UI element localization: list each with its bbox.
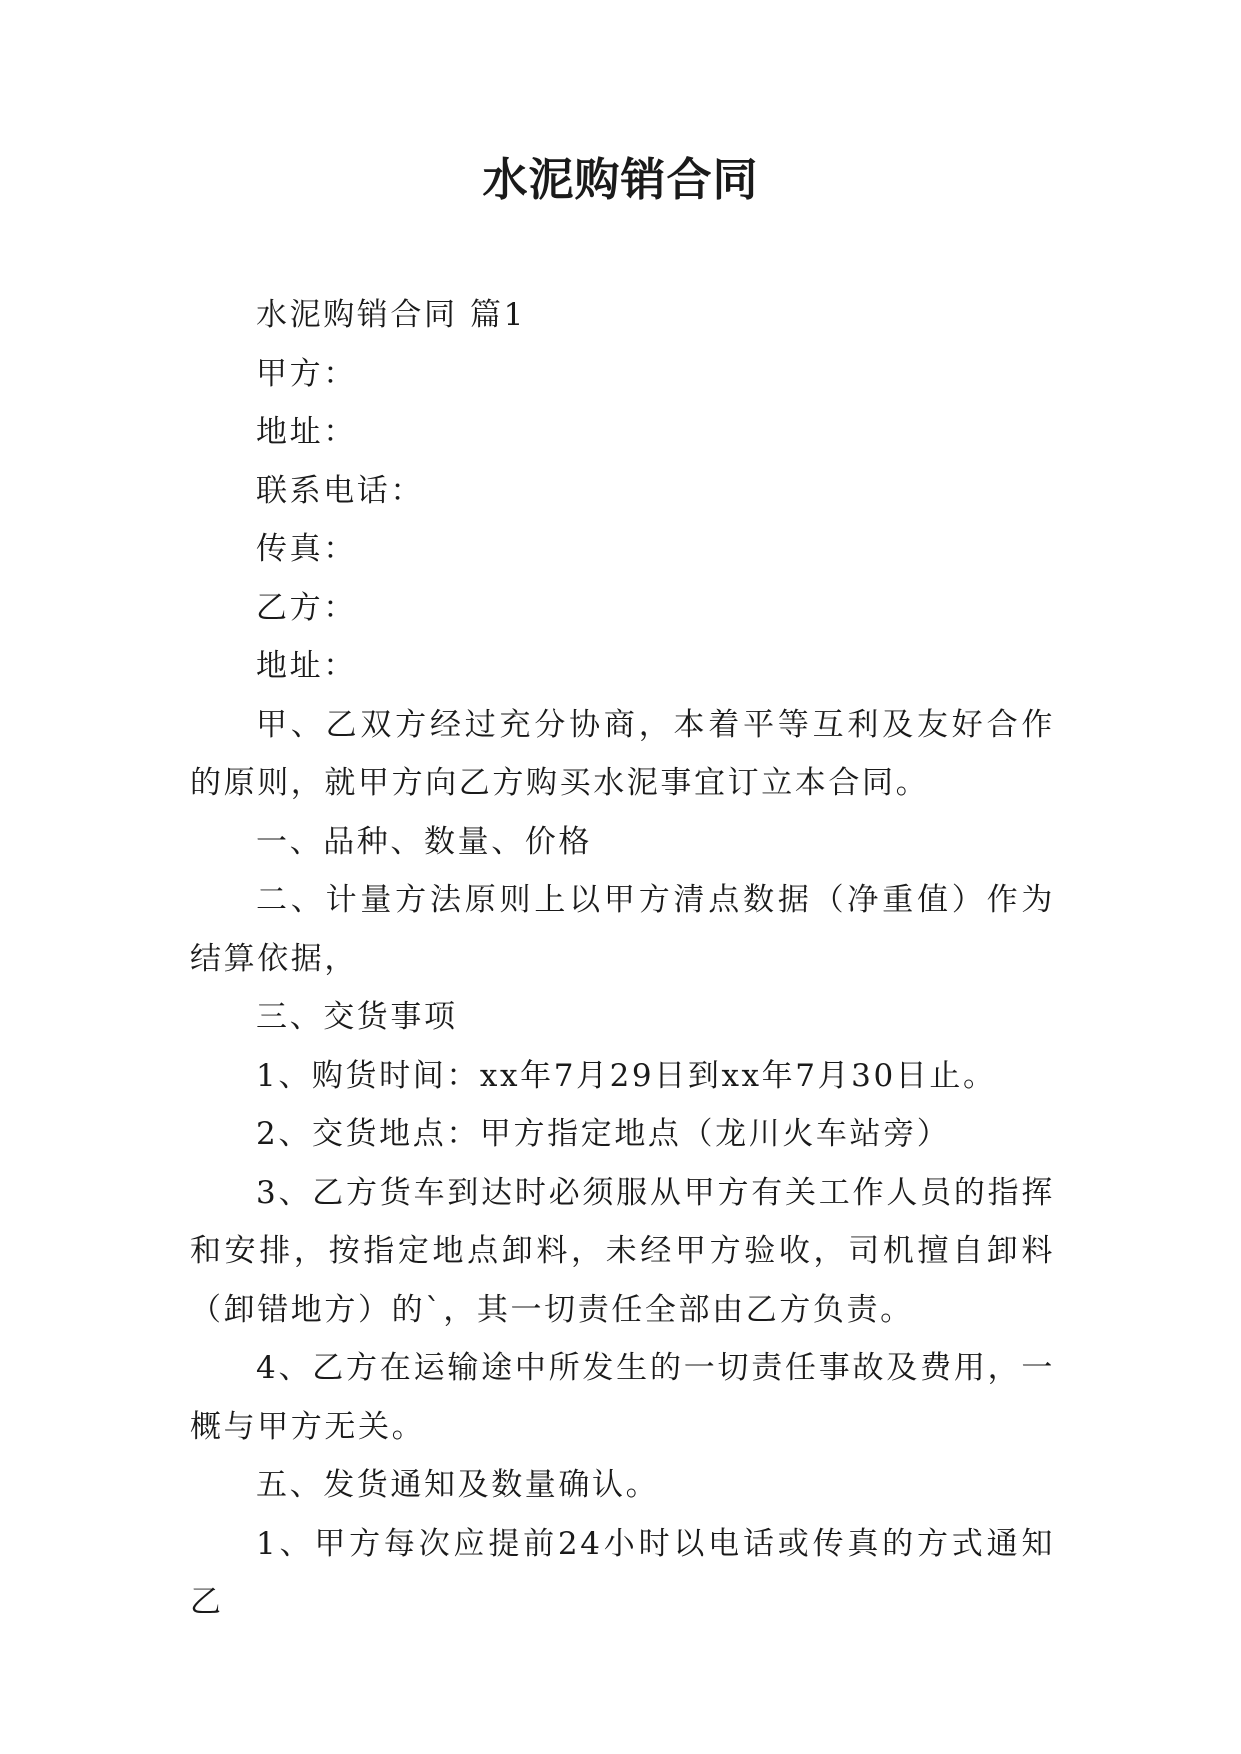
clause-item: 3、乙方货车到达时必须服从甲方有关工作人员的指挥和安排，按指定地点卸料，未经甲方验收，司机擅自卸料（卸错地方）的`，其一切责任全部由乙方负责。 <box>190 1174 1055 1328</box>
clause-paragraph: 二、计量方法原则上以甲方清点数据（净重值）作为结算依据， <box>190 882 1055 977</box>
clause-heading: 三、交货事项 <box>256 999 458 1035</box>
document-body <box>190 286 1055 1632</box>
party-a-label: 甲方： <box>256 355 357 392</box>
clause-heading: 一、品种、数量、价格 <box>256 823 592 860</box>
clause-item: 2、交货地点：甲方指定地点（龙川火车站旁） <box>256 1116 951 1152</box>
preamble-paragraph: 甲、乙双方经过充分协商，本着平等互利及友好合作的原则，就甲方向乙方购买水泥事宜订立本合同。 <box>190 706 1055 801</box>
clause-heading: 五、发货通知及数量确认。 <box>256 1467 660 1503</box>
clause-item: 1、甲方每次应提前24小时以电话或传真的方式通知乙 <box>190 1525 1055 1620</box>
clause-item: 4、乙方在运输途中所发生的一切责任事故及费用，一概与甲方无关。 <box>190 1350 1055 1445</box>
party-b-address-label: 地址： <box>256 648 357 684</box>
section-heading: 水泥购销合同 篇1 <box>256 297 526 333</box>
clause-item: 1、购货时间：xx年7月29日到xx年7月30日止。 <box>256 1057 997 1094</box>
party-b-label: 乙方： <box>256 589 357 626</box>
party-a-address-label: 地址： <box>256 414 357 450</box>
party-a-phone-label: 联系电话： <box>256 472 424 509</box>
party-a-fax-label: 传真： <box>256 531 357 567</box>
document-title: 水泥购销合同 <box>482 153 759 206</box>
